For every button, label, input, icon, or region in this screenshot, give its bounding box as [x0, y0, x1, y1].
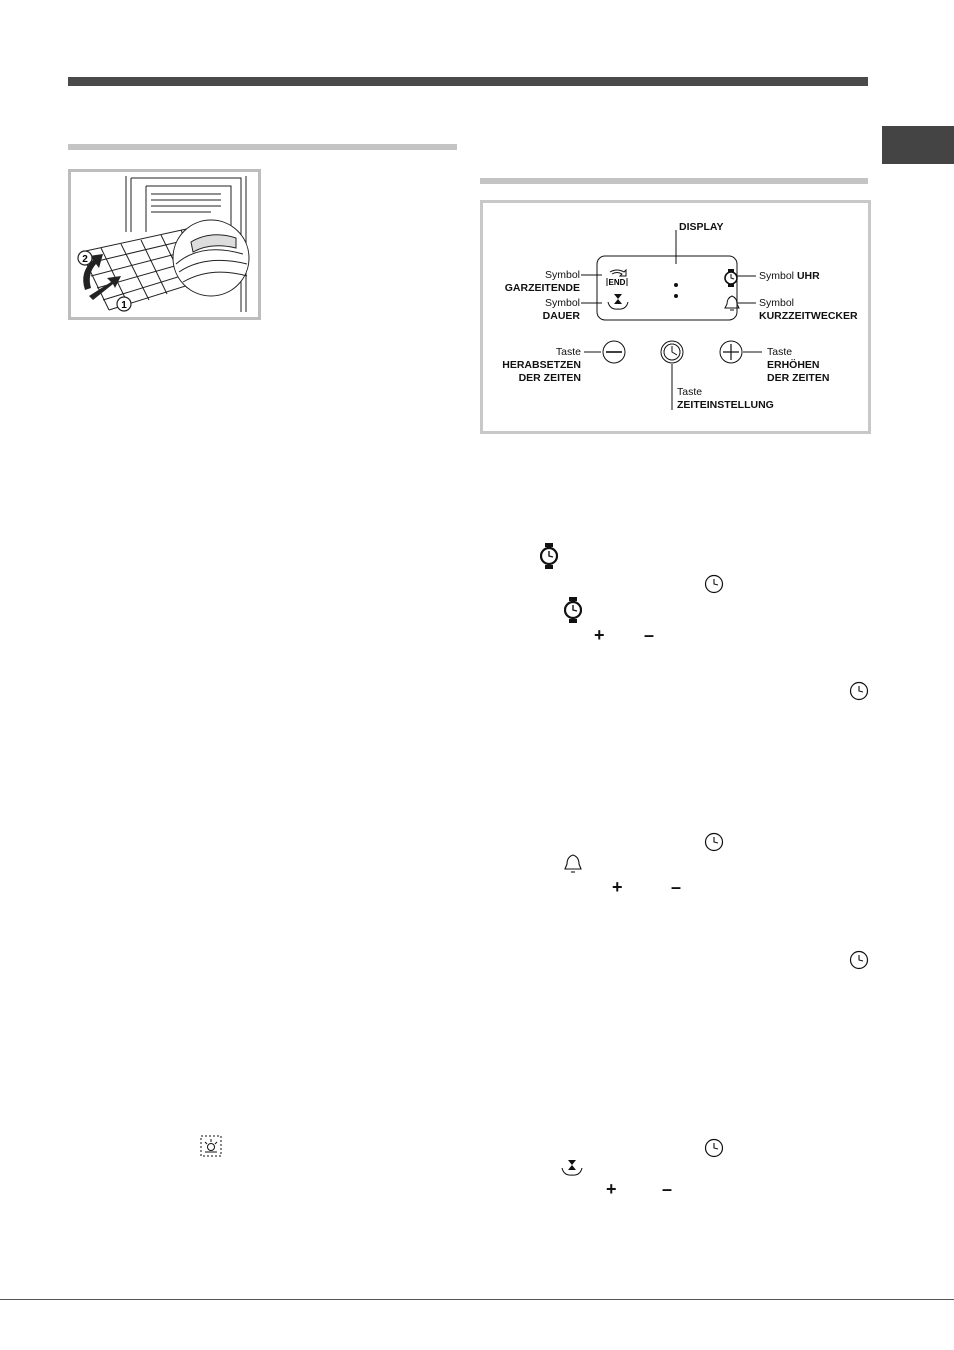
header-bar — [68, 77, 868, 86]
plus-button-label: Taste ERHÖHEN DER ZEITEN — [767, 346, 830, 384]
display-label: DISPLAY — [679, 221, 724, 233]
step-2-number: 2 — [82, 254, 88, 265]
minus-button-label: Taste HERABSETZEN DER ZEITEN — [502, 346, 581, 384]
end-text: END — [608, 278, 626, 287]
minus-icon: – — [644, 625, 655, 645]
end-symbol-icon — [604, 268, 630, 290]
minus-button[interactable] — [602, 340, 626, 364]
clock-button-icon — [849, 681, 869, 701]
clock-button-icon — [704, 1138, 724, 1158]
oven-rack-illustration — [68, 169, 261, 320]
hourglass-display-icon — [606, 292, 630, 312]
bell-icon — [563, 853, 583, 875]
symbol-uhr-label: Symbol UHR — [759, 270, 820, 282]
clock-button-icon — [849, 950, 869, 970]
watch-icon — [540, 542, 558, 570]
symbol-kurzzeitwecker-label: Symbol KURZZEITWECKER — [759, 297, 858, 322]
footer-line — [0, 1299, 954, 1300]
clock-button-label: Taste ZEITEINSTELLUNG — [677, 386, 774, 411]
clock-button-icon — [704, 574, 724, 594]
section-rule-right — [480, 178, 868, 184]
oven-light-icon — [200, 1135, 222, 1157]
section-rule-left — [68, 144, 457, 150]
plus-icon: + — [594, 625, 605, 645]
oven-rack-drawing — [71, 172, 258, 317]
symbol-dauer-label: Symbol DAUER — [542, 297, 580, 322]
language-tab-marker — [882, 126, 954, 164]
step-1-number: 1 — [121, 300, 127, 311]
watch-icon — [564, 596, 582, 624]
minus-icon: – — [662, 1179, 673, 1199]
symbol-garzeitende-label: Symbol GARZEITENDE — [504, 269, 580, 294]
minus-icon: – — [671, 877, 682, 897]
hourglass-icon — [560, 1158, 584, 1178]
watch-display-icon — [723, 268, 739, 288]
plus-icon: + — [606, 1179, 617, 1199]
clock-set-button[interactable] — [660, 340, 684, 364]
bell-display-icon — [723, 294, 741, 312]
plus-button[interactable] — [719, 340, 743, 364]
clock-button-icon — [704, 832, 724, 852]
plus-icon: + — [612, 877, 623, 897]
